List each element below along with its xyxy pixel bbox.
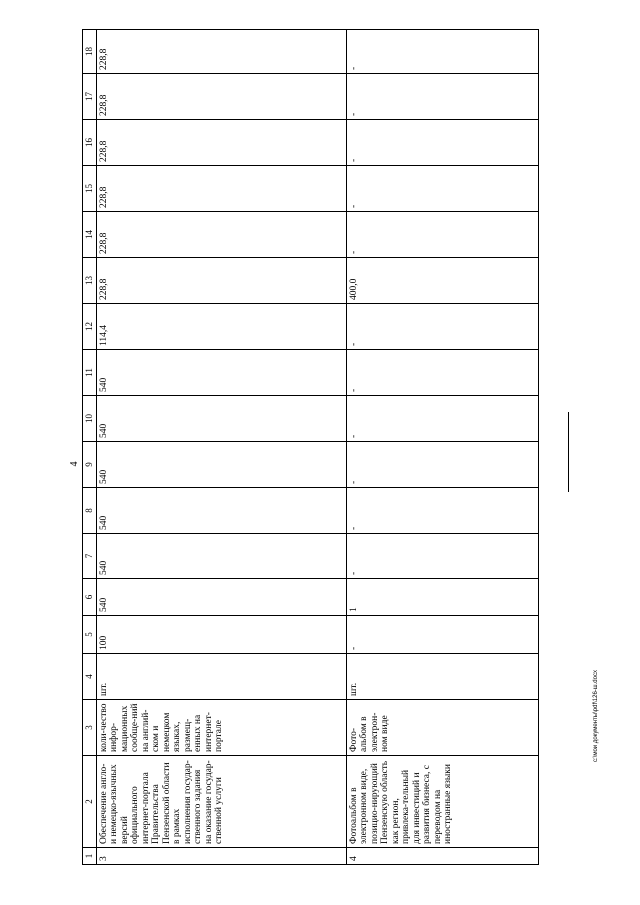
rotated-table xyxy=(82,30,539,865)
signature-line xyxy=(568,412,569,492)
value-cell: - xyxy=(346,166,539,212)
value-cell: 400,0 xyxy=(346,258,539,304)
header-cell: 8 xyxy=(83,488,97,534)
header-cell: 12 xyxy=(83,304,97,350)
header-cell: 14 xyxy=(83,212,97,258)
footer-file-path: c:\мои документы\pdf\126-ш.docx xyxy=(593,670,599,762)
value-cell: 228,8 xyxy=(96,212,346,258)
value-cell: - xyxy=(346,350,539,396)
header-cell: 15 xyxy=(83,166,97,212)
value-cell: 100 xyxy=(96,616,346,654)
header-cell: 6 xyxy=(83,579,97,616)
value-cell: 228,8 xyxy=(96,74,346,120)
indicator-name: Фото-альбом в электрон-ном виде xyxy=(346,700,539,756)
table-row xyxy=(346,30,539,865)
value-cell: 540 xyxy=(96,579,346,616)
value-cell: - xyxy=(346,212,539,258)
header-cell: 5 xyxy=(83,616,97,654)
value-cell: 540 xyxy=(96,534,346,579)
value-cell: - xyxy=(346,534,539,579)
row-number: 3 xyxy=(96,848,346,865)
indicator-name: коли-чество инфор-мационных сообще-ний на англий-ском и немецком языках, размещ-енных на интернет-портале xyxy=(96,700,346,756)
data-table xyxy=(82,29,539,865)
table-container xyxy=(82,30,539,865)
value-cell: 228,8 xyxy=(96,258,346,304)
value-cell: - xyxy=(346,396,539,442)
value-cell: - xyxy=(346,120,539,166)
page-number: 4 xyxy=(69,461,80,467)
header-cell: 16 xyxy=(83,120,97,166)
unit-cell: шт. xyxy=(96,654,346,700)
value-cell: 540 xyxy=(96,396,346,442)
header-cell: 11 xyxy=(83,350,97,396)
value-cell: - xyxy=(346,30,539,74)
value-cell: 1 xyxy=(346,579,539,616)
value-cell: 228,8 xyxy=(96,166,346,212)
event-name: Обеспечение англо- и немецко-язычных версий официального интернет-портала Правительства Пензенской области в рамках исполнения государ-ственного задания на оказание государ-ственной услуги xyxy=(96,756,346,848)
value-cell: 540 xyxy=(96,350,346,396)
value-cell: - xyxy=(346,74,539,120)
value-cell: - xyxy=(346,616,539,654)
row-number: 4 xyxy=(346,848,539,865)
value-cell: - xyxy=(346,488,539,534)
header-cell: 7 xyxy=(83,534,97,579)
value-cell: 228,8 xyxy=(96,120,346,166)
header-cell: 2 xyxy=(83,756,97,848)
value-cell: 540 xyxy=(96,488,346,534)
header-cell: 10 xyxy=(83,396,97,442)
header-cell: 1 xyxy=(83,848,97,865)
unit-cell: шт. xyxy=(346,654,539,700)
event-name: Фотоальбом в электронном виде, позицио-нирующий Пензенскую область как регион, привлека-тельный для инвестиций и развития бизнеса, с переводом на иностранные языки xyxy=(346,756,539,848)
header-row xyxy=(83,30,97,865)
value-cell: 540 xyxy=(96,442,346,488)
header-cell: 3 xyxy=(83,700,97,756)
value-cell: 114,4 xyxy=(96,304,346,350)
header-cell: 9 xyxy=(83,442,97,488)
header-cell: 17 xyxy=(83,74,97,120)
header-cell: 13 xyxy=(83,258,97,304)
header-cell: 4 xyxy=(83,654,97,700)
table-row xyxy=(96,30,346,865)
header-cell: 18 xyxy=(83,30,97,74)
value-cell: 228,8 xyxy=(96,30,346,74)
value-cell: - xyxy=(346,304,539,350)
value-cell: - xyxy=(346,442,539,488)
